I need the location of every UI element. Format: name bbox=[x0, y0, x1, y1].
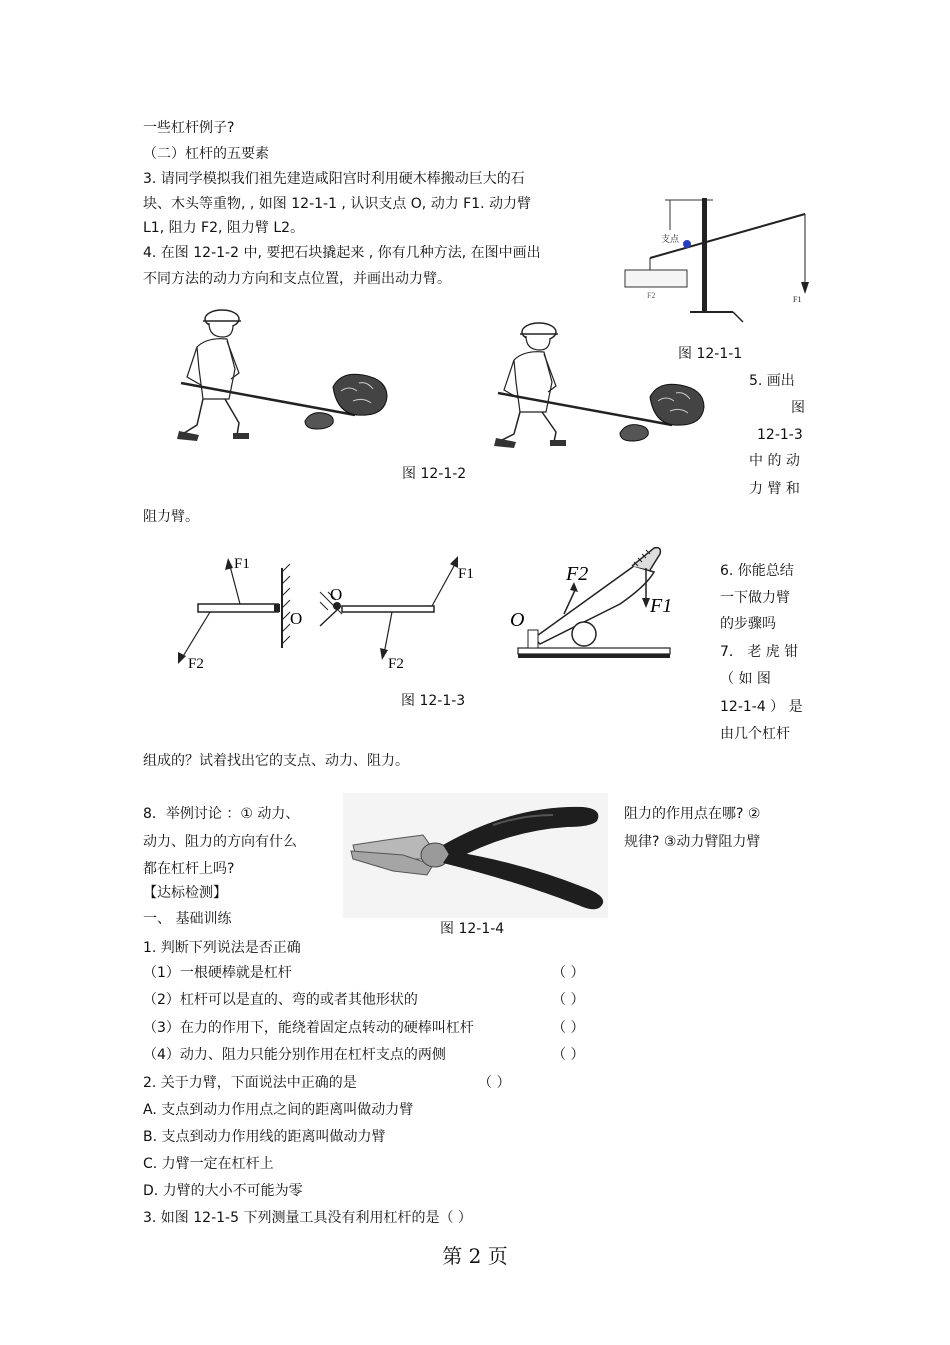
text-line: （ 如 图 bbox=[720, 671, 771, 687]
figure-worker-prying-rock-right bbox=[492, 305, 737, 455]
text-line: 8．举例讨论 ：① 动力、 bbox=[143, 806, 300, 822]
answer-blank: （ ） bbox=[552, 965, 585, 981]
fulcrum-label: O bbox=[510, 609, 525, 631]
page-number: 第 2 页 bbox=[442, 1244, 508, 1268]
option: D. 力臂的大小不可能为零 bbox=[143, 1183, 303, 1199]
text-line: 4. 在图 12-1-2 中, 要把石块撬起来 , 你有几种方法, 在图中画出 bbox=[143, 245, 541, 261]
text-line: 7． 老 虎 钳 bbox=[720, 644, 799, 660]
force-label: F2 bbox=[388, 656, 404, 672]
answer-blank: （ ） bbox=[478, 1075, 511, 1091]
force-label: F2 bbox=[647, 291, 656, 300]
statement: （4）动力、阻力只能分别作用在杠杆支点的两侧 bbox=[143, 1047, 446, 1063]
text-line: 块、木头等重物, , 如图 12-1-1 , 认识支点 O, 动力 F1. 动力臂 bbox=[143, 196, 532, 212]
text-line: 图 bbox=[791, 400, 805, 416]
text-line: 力 臂 和 bbox=[749, 481, 800, 497]
fulcrum-label: O bbox=[290, 609, 303, 628]
figure-lever-diagrams-walls bbox=[170, 540, 480, 675]
text-line: 6. 你能总结 bbox=[720, 563, 794, 579]
question: 3. 如图 12-1-5 下列测量工具没有利用杠杆的是（ ） bbox=[143, 1210, 472, 1226]
text-line: 规律? ③动力臂阻力臂 bbox=[624, 834, 761, 850]
text-line: 12-1-3 bbox=[757, 427, 803, 443]
answer-blank: （ ） bbox=[552, 1047, 585, 1063]
force-label: F1 bbox=[793, 295, 802, 304]
answer-blank: （ ） bbox=[552, 992, 585, 1008]
statement: （3）在力的作用下，能绕着固定点转动的硬棒叫杠杆 bbox=[143, 1020, 474, 1036]
option: A. 支点到动力作用点之间的距离叫做动力臂 bbox=[143, 1102, 414, 1118]
answer-blank: （ ） bbox=[552, 1020, 585, 1036]
text-line: 阻力的作用点在哪? ② bbox=[624, 806, 761, 822]
text-line: 3. 请同学模拟我们祖先建造咸阳宫时利用硬木棒搬动巨大的石 bbox=[143, 171, 525, 187]
text-line: 不同方法的动力方向和支点位置，并画出动力臂。 bbox=[143, 271, 451, 287]
statement: （2）杠杆可以是直的、弯的或者其他形状的 bbox=[143, 992, 418, 1008]
force-label: F1 bbox=[234, 556, 250, 572]
figure-pliers-photo bbox=[343, 793, 608, 918]
fulcrum-label: 支点 bbox=[661, 234, 680, 244]
section-heading: 【达标检测】 bbox=[143, 885, 227, 901]
text-line: 动力、阻力的方向有什么 bbox=[143, 834, 297, 850]
figure-caption: 图 12-1-1 bbox=[678, 346, 743, 362]
question: 2. 关于力臂，下面说法中正确的是 bbox=[143, 1075, 357, 1091]
text-line: 中 的 动 bbox=[749, 453, 800, 469]
figure-lever-cutter bbox=[500, 540, 690, 675]
section-heading: 一、 基础训练 bbox=[143, 911, 232, 927]
force-label: F2 bbox=[566, 563, 589, 585]
text-line: 12-1-4 ） 是 bbox=[720, 699, 803, 715]
force-label: F2 bbox=[188, 656, 204, 672]
section-heading: （二）杠杆的五要素 bbox=[143, 146, 269, 162]
option: C. 力臂一定在杠杆上 bbox=[143, 1156, 274, 1172]
text-line: 由几个杠杆 bbox=[720, 726, 790, 742]
text-line: L1, 阻力 F2, 阻力臂 L2。 bbox=[143, 220, 305, 236]
question: 1. 判断下列说法是否正确 bbox=[143, 940, 301, 956]
text-line: 5. 画出 bbox=[749, 373, 795, 389]
text-line: 的步骤吗 bbox=[720, 616, 776, 632]
text-line: 都在杠杆上吗? bbox=[143, 861, 235, 877]
figure-caption: 图 12-1-2 bbox=[402, 466, 467, 482]
text-line: 一些杠杆例子? bbox=[143, 120, 235, 136]
figure-worker-prying-rock-left bbox=[175, 305, 420, 455]
figure-caption: 图 12-1-4 bbox=[440, 921, 505, 937]
option: B. 支点到动力作用线的距离叫做动力臂 bbox=[143, 1129, 386, 1145]
statement: （1）一根硬棒就是杠杆 bbox=[143, 965, 292, 981]
text-line: 组成的？试着找出它的支点、动力、阻力。 bbox=[143, 753, 409, 769]
figure-caption: 图 12-1-3 bbox=[401, 693, 466, 709]
force-label: F1 bbox=[650, 595, 673, 617]
text-line: 阻力臂。 bbox=[143, 509, 199, 525]
force-label: F1 bbox=[458, 566, 474, 582]
text-line: 一下做力臂 bbox=[720, 590, 790, 606]
fulcrum-label: O bbox=[330, 585, 343, 604]
